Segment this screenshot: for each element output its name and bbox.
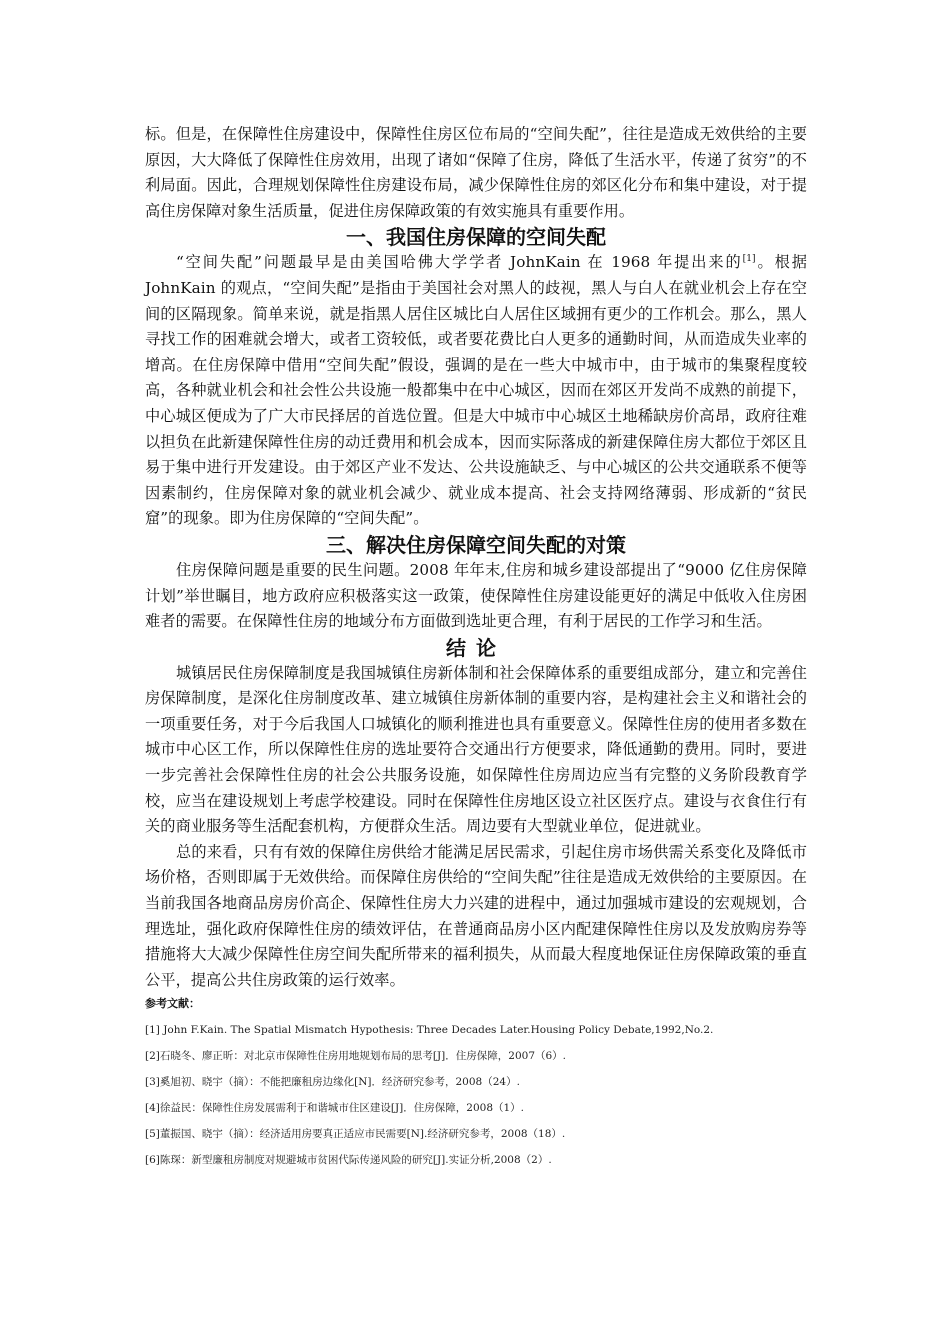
section-1-text-after-citation: 。根据 JohnKain 的观点，“空间失配”是指由于美国社会对黑人的歧视，黑人与白人在就业机会上存在空间的区隔现象。简单来说，就是指黑人居住区城比白人居住区域拥有更少的工作机会。那么，黑人寻找工作的困难就会增大，或者工资较低，或者要花费比白人更多的通勤时间，从而造成失业率的增高。在住房保障中借用“空间失配”假设，强调的是在一些大中城市中，由于城市的集聚程度较高，各种就业机会和社会性公共设施一般都集中在中心城区，因而在郊区开发尚不成熟的前提下，中心城区便成为了广大市民择居的首选位置。但是大中城市中心城区土地稀缺房价高昂，政府往难以担负在此新建保障性住房的动迁费用和机会成本，因而实际落成的新建保障住房大都位于郊区且易于集中进行开发建设。由于郊区产业不发达、公共设施缺乏、与中心城区的公共交通联系不便等因素制约，住房保障对象的就业机会减少、就业成本提高、社会支持网络薄弱、形成新的“贫民窟”的现象。即为住房保障的“空间失配”。 [145,253,807,528]
reference-list [145,1017,807,1173]
citation-marker-1: [1] [742,254,756,265]
section-1-heading: 一、我国住房保障的空间失配 [346,225,606,250]
conclusion-paragraph-2: 总的来看，只有有效的保障住房供给才能满足居民需求，引起住房市场供需关系变化及降低市场价格，否则即属于无效供给。而保障住房供给的“空间失配”往往是造成无效供给的主要原因。在当前我国各地商品房房价高企、保障性住房大力兴建的进程中，通过加强城市建设的宏观规划，合理选址，强化政府保障性住房的绩效评估，在普通商品房小区内配建保障性住房以及发放购房券等措施将大大减少保障性住房空间失配所带来的福利损失，从而最大程度地保证住房保障政策的垂直公平，提高公共住房政策的运行效率。 [145,842,807,989]
reference-item: [4]徐益民：保障性住房发展需利于和谐城市住区建设[J]．住房保障，2008（1）. [145,1102,525,1115]
conclusion-heading: 结论 [446,635,506,660]
reference-item: [6]陈琛：新型廉租房制度对规避城市贫困代际传递风险的研究[J].实证分析,2008（2）. [145,1154,552,1167]
reference-item: [3]奚旭初、晓宇（摘）：不能把廉租房边缘化[N]．经济研究参考，2008（24）. [145,1076,520,1089]
conclusion-paragraph-1: 城镇居民住房保障制度是我国城镇住房新体制和社会保障体系的重要组成部分，建立和完善住房保障制度，是深化住房制度改革、建立城镇住房新体制的重要内容，是构建社会主义和谐社会的一项重要任务，对于今后我国人口城镇化的顺利推进也具有重要意义。保障性住房的使用者多数在城市中心区工作，所以保障性住房的选址要符合交通出行方便要求，降低通勤的费用。同时，要进一步完善社会保障性住房的社会公共服务设施，如保障性住房周边应当有完整的义务阶段教育学校，应当在建设规划上考虑学校建设。同时在保障性住房地区设立社区医疗点。建设与衣食住行有关的商业服务等生活配套机构，方便群众生活。周边要有大型就业单位，促进就业。 [145,663,807,836]
section-3-paragraph: 住房保障问题是重要的民生问题。2008 年年末,住房和城乡建设部提出了“9000 亿住房保障计划”举世瞩目，地方政府应积极落实这一政策，使保障性住房建设能更好的满足中低收入住房困难者的需要。在保障性住房的地域分布方面做到选址更合理，有利于居民的工作学习和生活。 [145,560,807,631]
reference-item: [2]石晓冬、廖正昕：对北京市保障性住房用地规划布局的思考[J]．住房保障，2007（6）. [145,1050,567,1063]
reference-item: [1] John F.Kain. The Spatial Mismatch Hypothesis: Three Decades Later.Housing Policy Debate,1992,No.2. [145,1024,714,1037]
section-3-heading: 三、解决住房保障空间失配的对策 [326,532,626,557]
reference-item: [5]董振国、晓宇（摘）：经济适用房要真正适应市民需要[N].经济研究参考，2008（18）. [145,1128,566,1141]
section-1-paragraph [145,250,807,532]
intro-paragraph: 标。但是，在保障性住房建设中，保障性住房区位布局的“空间失配”，往往是造成无效供给的主要原因，大大降低了保障性住房效用，出现了诸如“保障了住房，降低了生活水平，传递了贫穷”的不利局面。因此，合理规划保障性住房建设布局，减少保障性住房的郊区化分布和集中建设，对于提高住房保障对象生活质量，促进住房保障政策的有效实施具有重要作用。 [145,125,807,220]
section-1-text-before-citation: “空间失配”问题最早是由美国哈佛大学学者 JohnKain 在 1968 年提出来的 [176,253,743,272]
document-page [145,122,807,1173]
references-label: 参考文献： [145,997,200,1011]
